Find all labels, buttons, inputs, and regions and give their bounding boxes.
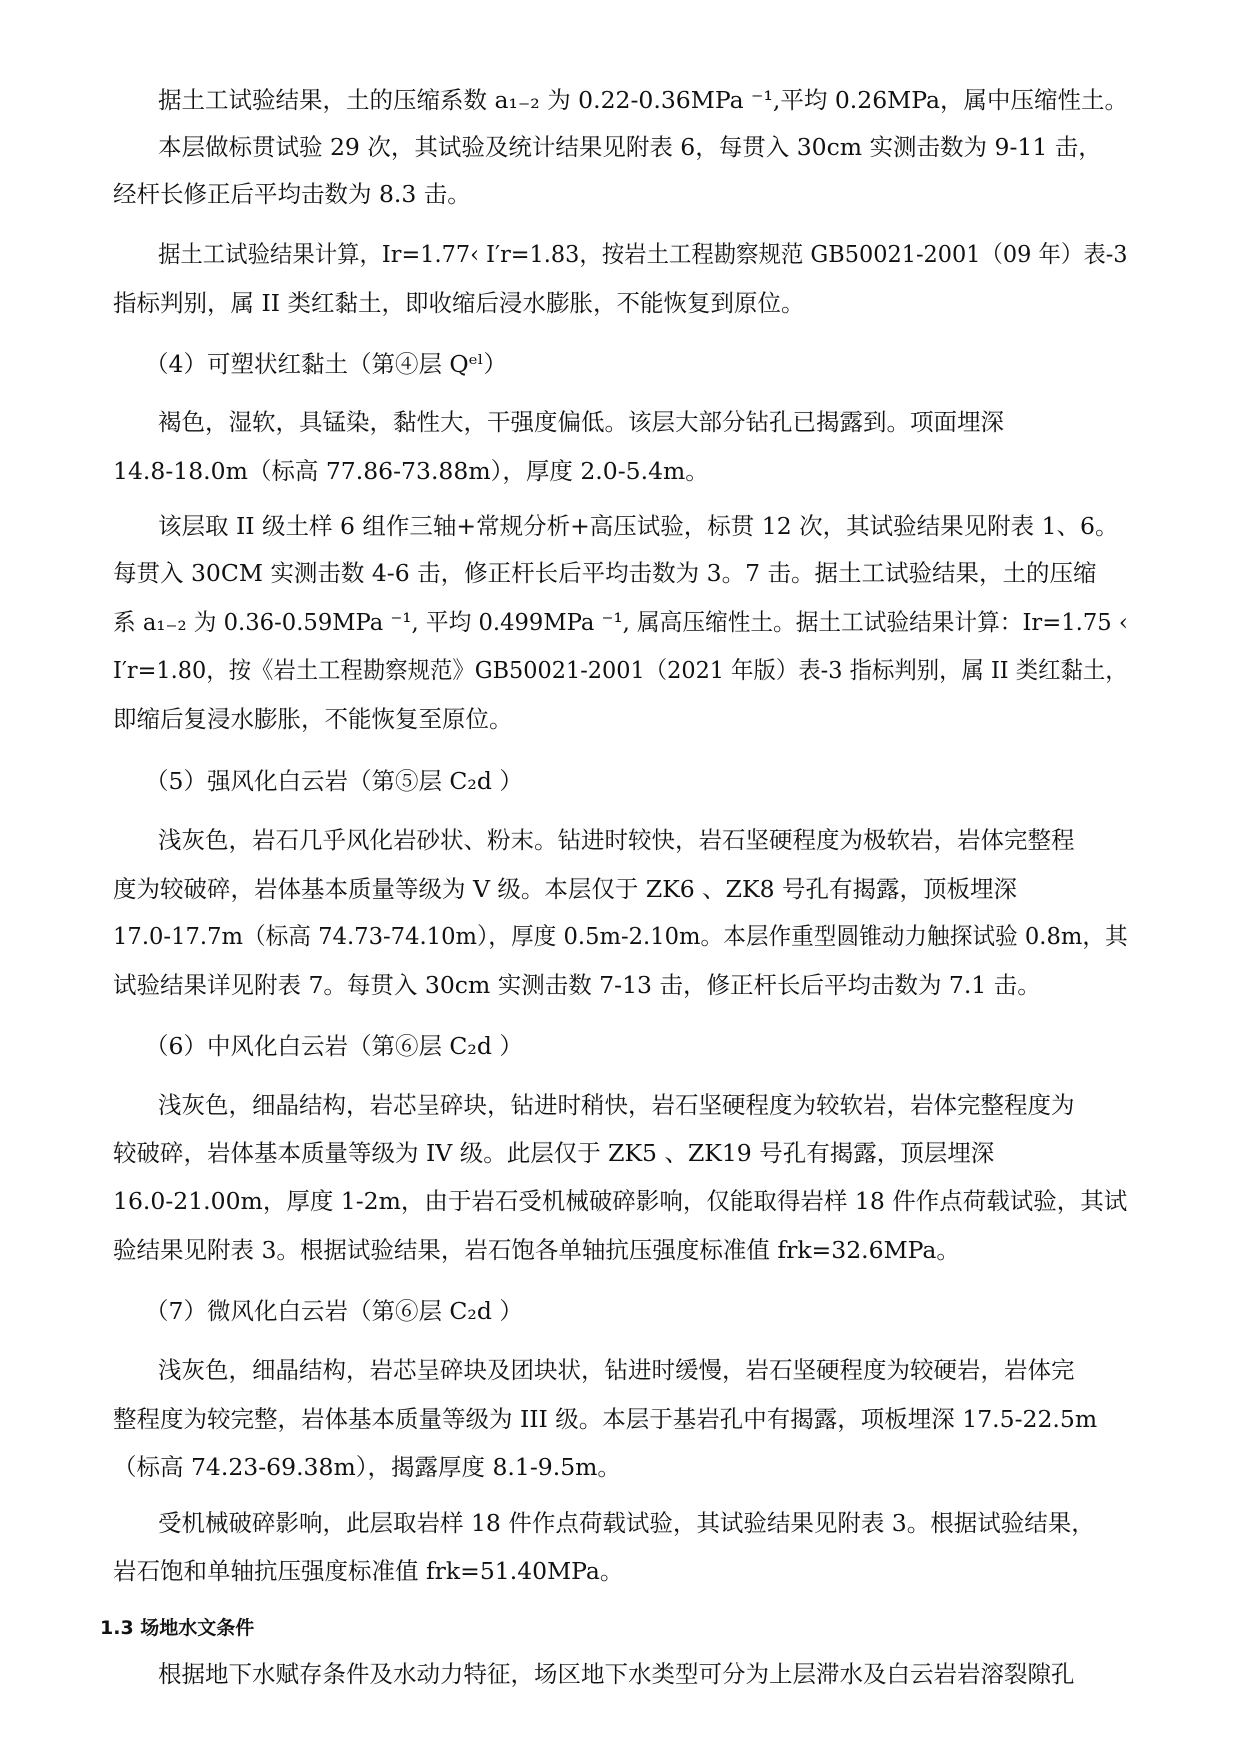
subsection-heading: （6）中风化白云岩（第⑥层 C₂d ） bbox=[145, 1032, 523, 1060]
text-line: 据土工试验结果，土的压缩系数 a₁₋₂ 为 0.22-0.36MPa ⁻¹,平均 0.26MPa，属中压缩性土。 bbox=[158, 86, 1128, 114]
subsection-heading: （7）微风化白云岩（第⑥层 C₂d ） bbox=[145, 1297, 523, 1325]
text-line: 整程度为较完整，岩体基本质量等级为 III 级。本层于基岩孔中有揭露，项板埋深 17.5-22.5m bbox=[113, 1405, 1098, 1433]
subsection-heading: （5）强风化白云岩（第⑤层 C₂d ） bbox=[145, 767, 523, 795]
text-line: 较破碎，岩体基本质量等级为 IV 级。此层仅于 ZK5 、ZK19 号孔有揭露，顶层埋深 bbox=[113, 1139, 995, 1167]
text-line: 每贯入 30CM 实测击数 4-6 击，修正杆长后平均击数为 3。7 击。据土工试验结果，土的压缩 bbox=[113, 559, 1097, 587]
text-line: 系 a₁₋₂ 为 0.36-0.59MPa ⁻¹, 平均 0.499MPa ⁻¹, 属高压缩性土。据土工试验结果计算：Ir=1.75 ‹ bbox=[113, 608, 1128, 636]
text-line: 浅灰色，细晶结构，岩芯呈碎块，钻进时稍快，岩石坚硬程度为较软岩，岩体完整程度为 bbox=[158, 1091, 1075, 1119]
text-line: 验结果见附表 3。根据试验结果，岩石饱各单轴抗压强度标准值 frk=32.6MPa。 bbox=[113, 1236, 960, 1264]
text-line: 17.0-17.7m（标高 74.73-74.10m），厚度 0.5m-2.10m。本层作重型圆锥动力触探试验 0.8m，其 bbox=[113, 922, 1128, 950]
text-line: 指标判别，属 II 类红黏土，即收缩后浸水膨胀，不能恢复到原位。 bbox=[113, 289, 805, 317]
text-line: 即缩后复浸水膨胀，不能恢复至原位。 bbox=[113, 705, 513, 733]
text-line: 受机械破碎影响，此层取岩样 18 件作点荷载试验，其试验结果见附表 3。根据试验结果， bbox=[158, 1509, 1095, 1537]
text-line: 试验结果详见附表 7。每贯入 30cm 实测击数 7-13 击，修正杆长后平均击数为 7.1 击。 bbox=[113, 971, 1041, 999]
text-line: （标高 74.23-69.38m），揭露厚度 8.1-9.5m。 bbox=[113, 1453, 621, 1481]
text-line: 岩石饱和单轴抗压强度标准值 frk=51.40MPa。 bbox=[113, 1557, 624, 1585]
text-line: 经杆长修正后平均击数为 8.3 击。 bbox=[113, 180, 471, 208]
text-line: 浅灰色，细晶结构，岩芯呈碎块及团块状，钻进时缓慢，岩石坚硬程度为较硬岩，岩体完 bbox=[158, 1356, 1075, 1384]
text-line: 14.8-18.0m（标高 77.86-73.88m），厚度 2.0-5.4m。 bbox=[113, 457, 709, 485]
text-line: 16.0-21.00m，厚度 1-2m，由于岩石受机械破碎影响，仅能取得岩样 18 件作点荷载试验，其试 bbox=[113, 1187, 1128, 1215]
text-line: I′r=1.80，按《岩土工程勘察规范》GB50021-2001（2021 年版）表-3 指标判别，属 II 类红黏土， bbox=[113, 656, 1128, 684]
text-line: 该层取 II 级土样 6 组作三轴+常规分析+高压试验，标贯 12 次，其试验结果见附表 1、6。 bbox=[158, 512, 1119, 540]
text-line: 度为较破碎，岩体基本质量等级为 V 级。本层仅于 ZK6 、ZK8 号孔有揭露，顶板埋深 bbox=[113, 875, 1017, 903]
text-line: 据土工试验结果计算，Ir=1.77‹ I′r=1.83，按岩土工程勘察规范 GB50021-2001（09 年）表-3 bbox=[158, 240, 1128, 268]
text-line: 根据地下水赋存条件及水动力特征，场区地下水类型可分为上层滞水及白云岩岩溶裂隙孔 bbox=[158, 1660, 1075, 1688]
section-heading: 1.3 场地水文条件 bbox=[100, 1617, 255, 1639]
text-line: 褐色，湿软，具锰染，黏性大，干强度偏低。该层大部分钻孔已揭露到。项面埋深 bbox=[158, 408, 1004, 436]
text-line: 浅灰色，岩石几乎风化岩砂状、粉末。钻进时较快，岩石坚硬程度为极软岩，岩体完整程 bbox=[158, 826, 1075, 854]
text-line: 本层做标贯试验 29 次，其试验及统计结果见附表 6，每贯入 30cm 实测击数为 9-11 击， bbox=[158, 133, 1102, 161]
subsection-heading: （4）可塑状红黏土（第④层 Qᵉˡ） bbox=[145, 350, 507, 378]
